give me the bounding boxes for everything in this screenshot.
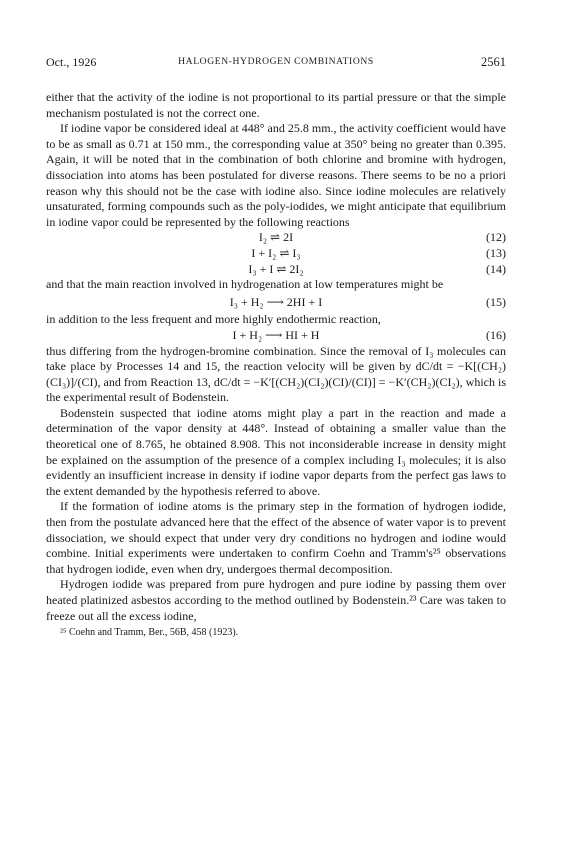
equation-15: [46, 295, 506, 311]
equation-formula: I + H₂ ⟶ HI + H: [232, 327, 320, 342]
journal-page: [46, 55, 506, 639]
paragraph-1: either that the activity of the iodine is not proportional to its partial pressure or that the simple mechanism postulated is not the correct one.: [46, 90, 506, 120]
equation-number: (16): [486, 327, 506, 342]
paragraph-6: Bodenstein suspected that iodine atoms might play a part in the reaction and made a determination of the vapor density at 448°. Instead of obtaining a smaller value than the theoretical one of 8.765, he obtained 8.908. This not inconsiderable increase in density might be explained on the assumption of the presence of a complex including I₃ molecules; it is also evidently an insufficient increase in density if iodine vapor departs from the perfect gas laws to the extent demanded by the hypothesis referred to above.: [46, 405, 506, 498]
footnote-25: ²⁵ Coehn and Tramm, Ber., 56B, 458 (1923).: [60, 627, 239, 639]
equation-formula: I₃ + H₂ ⟶ 2HI + I: [229, 294, 323, 309]
running-header: [46, 55, 506, 71]
equation-number: (13): [486, 245, 506, 260]
equation-14: [46, 262, 506, 278]
equation-number: (15): [486, 294, 506, 309]
equation-number: (14): [486, 261, 506, 276]
paragraph-3: and that the main reaction involved in hydrogenation at low temperatures might be: [46, 277, 444, 292]
paragraph-8: Hydrogen iodide was prepared from pure hydrogen and pure iodine by passing them over heated platinized asbestos according to the method outlined by Bodenstein.²³ Care was taken to freeze out all the excess iodine,: [46, 577, 506, 623]
equation-formula: I₃ + I ⇌ 2I₂: [248, 261, 304, 276]
article-body: [46, 90, 506, 639]
paragraph-4: in addition to the less frequent and more highly endothermic reaction,: [46, 312, 381, 327]
equation-13: [46, 246, 506, 262]
equation-16: [46, 328, 506, 344]
equation-block-iodine-equilibria: [46, 230, 506, 277]
paragraph-7: If the formation of iodine atoms is the primary step in the formation of hydrogen iodide, then from the postulate advanced here that the effect of the absence of water vapor is to prevent dissociation, we should expect that under very dry conditions no hydrogen and iodine would combine. Initial experiments were undertaken to confirm Coehn and Tramm's²⁵ observations that hydrogen iodide, even when dry, undergoes thermal decomposition.: [46, 499, 506, 576]
header-title: HALOGEN-HYDROGEN COMBINATIONS: [178, 56, 374, 67]
header-page-number: 2561: [481, 55, 506, 69]
header-date: Oct., 1926: [46, 55, 97, 69]
equation-number: (12): [486, 230, 506, 245]
equation-12: [46, 230, 506, 246]
equation-formula: I₂ ⇌ 2I: [258, 230, 294, 245]
paragraph-2: If iodine vapor be considered ideal at 448° and 25.8 mm., the activity coefficient would have to be as small as 0.71 at 150 mm., the corresponding value at 350° being no greater than 0.395. Again, it will be noted that in the combination of both chlorine and bromine with hydrogen, dissociation into atoms has been postulated for diverse reasons. There seems to be no a priori reason why this should not be the case with iodine also. Since iodine molecules are relatively unsaturated, forming compounds such as the poly-iodides, we might anticipate that equilibrium in iodine vapor could be represented by the following reactions: [46, 121, 506, 229]
paragraph-5: thus differing from the hydrogen-bromine combination. Since the removal of I₃ molecules can take place by Processes 14 and 15, the reaction velocity will be given by dC/dt = −K[(CH₂)(CI₃)]/(CI), and from Reaction 13, dC/dt = −K′[(CH₂)(CI₂)(CI)/(CI)] = −K′(CH₂)(CI₂), which is the experimental result of Bodenstein.: [46, 343, 506, 405]
equation-formula: I + I₂ ⇌ I₃: [251, 245, 301, 260]
